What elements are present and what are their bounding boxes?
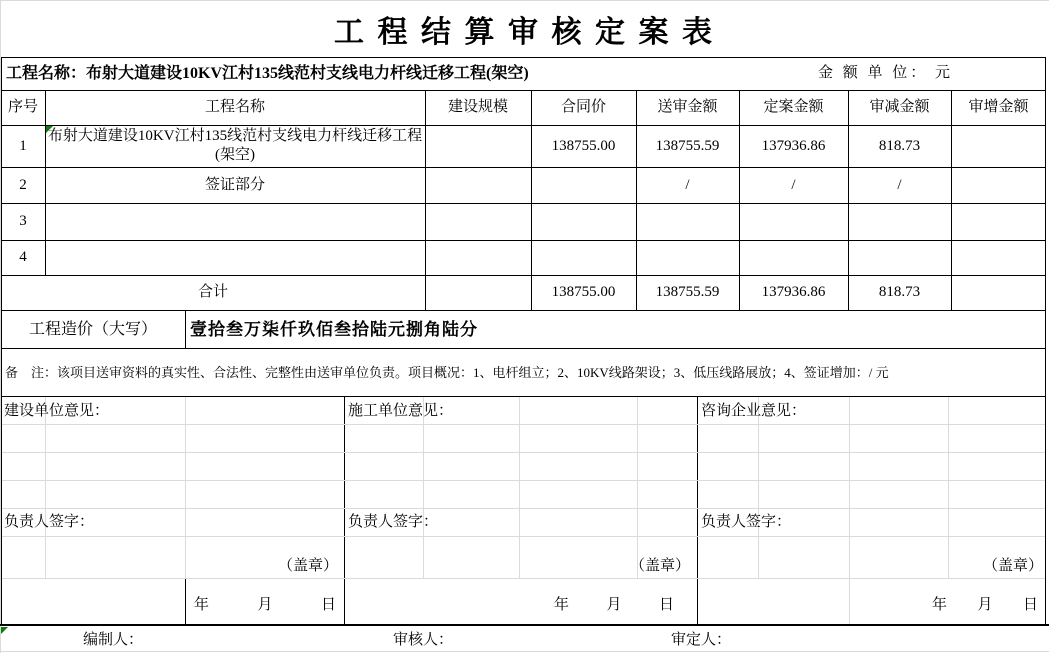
consultant-signer-label: 负责人签字： — [701, 513, 792, 530]
header-final: 定案金额 — [763, 99, 824, 115]
day-label: 日 — [320, 596, 336, 613]
header-contract: 合同价 — [560, 99, 606, 115]
line — [185, 310, 186, 348]
year-label: 年 — [554, 596, 570, 613]
table-row-contract[interactable]: 138755.00 — [551, 137, 616, 154]
owner-seal-label: （盖章） — [277, 557, 338, 574]
owner-date-row[interactable] — [186, 588, 344, 618]
day-label: 日 — [1022, 596, 1038, 613]
sheet-edge-top — [0, 0, 1049, 1]
header-increase: 审增金额 — [968, 99, 1029, 115]
project-name-value[interactable]: 布射大道建设10KV江村135线范村支线电力杆线迁移工程(架空) — [86, 65, 529, 82]
owner-signer-label: 负责人签字： — [4, 513, 95, 530]
amount-unit-note: 金 额 单 位： 元 — [818, 65, 954, 81]
table-row-name[interactable]: 签证部分 — [204, 176, 265, 193]
total-increase[interactable] — [951, 275, 1046, 310]
header-scale: 建设规模 — [447, 99, 508, 115]
contractor-date-row[interactable] — [546, 588, 682, 618]
table-row-name[interactable] — [47, 203, 423, 240]
table-row-submitted[interactable]: / — [685, 176, 690, 193]
total-contract[interactable]: 138755.00 — [551, 284, 616, 300]
cost-words-value[interactable]: 壹拾叁万柒仟玖佰叁拾陆元捌角陆分 — [190, 319, 478, 339]
table-row-final[interactable]: / — [791, 176, 796, 193]
contractor-signer-label: 负责人签字： — [348, 513, 439, 530]
table-row-seq[interactable]: 4 — [19, 249, 27, 265]
page-title: 工 程 结 算 审 核 定 案 表 — [334, 16, 715, 49]
total-reduce[interactable]: 818.73 — [878, 284, 921, 300]
preparer-label: 编制人： — [83, 631, 144, 648]
line-heavy — [0, 624, 1049, 626]
month-label: 月 — [257, 596, 273, 613]
contractor-seal-label: （盖章） — [629, 557, 690, 574]
table-row-name[interactable]: 布射大道建设10KV江村135线范村支线电力杆线迁移工程(架空) — [47, 128, 423, 163]
table-row-final[interactable]: 137936.86 — [761, 137, 826, 154]
approver-label: 审定人： — [671, 631, 732, 648]
header-seq: 序号 — [7, 99, 38, 115]
table-row-seq[interactable]: 1 — [19, 137, 27, 154]
reviewer-label: 审核人： — [393, 631, 454, 648]
table-row-name[interactable] — [47, 240, 423, 275]
note-text: 备 注：该项目送审资料的真实性、合法性、完整性由送审单位负责。项目概况：1、电杆组立；2、10KV线路架设；3、低压线路展放；4、签证增加：/ 元 — [5, 364, 889, 380]
total-final[interactable]: 137936.86 — [761, 284, 826, 300]
month-label: 月 — [977, 596, 993, 613]
month-label: 月 — [606, 596, 622, 613]
header-submitted: 送审金额 — [657, 99, 718, 115]
contractor-opinion-label: 施工单位意见： — [348, 402, 454, 419]
owner-opinion-label: 建设单位意见： — [4, 402, 110, 419]
consultant-opinion-label: 咨询企业意见： — [701, 402, 807, 419]
header-reduce: 审减金额 — [869, 99, 930, 115]
day-label: 日 — [658, 596, 674, 613]
project-name-row — [0, 57, 1049, 90]
year-label: 年 — [194, 596, 210, 613]
line — [1, 57, 1046, 58]
table-row-seq[interactable]: 2 — [19, 176, 27, 193]
table-row-seq[interactable]: 3 — [19, 213, 27, 229]
consultant-date-row[interactable] — [924, 588, 1046, 618]
year-label: 年 — [932, 596, 948, 613]
total-submitted[interactable]: 138755.59 — [655, 284, 720, 300]
table-row-contract[interactable] — [531, 167, 636, 203]
total-label: 合计 — [197, 284, 228, 300]
header-project-name: 工程名称 — [204, 99, 265, 115]
project-name-label: 工程名称： — [6, 65, 87, 82]
cost-words-label: 工程造价（大写） — [28, 320, 157, 338]
table-row-increase[interactable] — [951, 125, 1046, 167]
table-row-reduce[interactable]: 818.73 — [878, 137, 921, 154]
table-row-reduce[interactable]: / — [897, 176, 902, 193]
project-name-line — [6, 57, 816, 90]
consultant-seal-label: （盖章） — [982, 557, 1043, 574]
table-row-submitted[interactable]: 138755.59 — [655, 137, 720, 154]
cell-comment-marker — [1, 627, 8, 634]
table-row-increase[interactable] — [951, 167, 1046, 203]
